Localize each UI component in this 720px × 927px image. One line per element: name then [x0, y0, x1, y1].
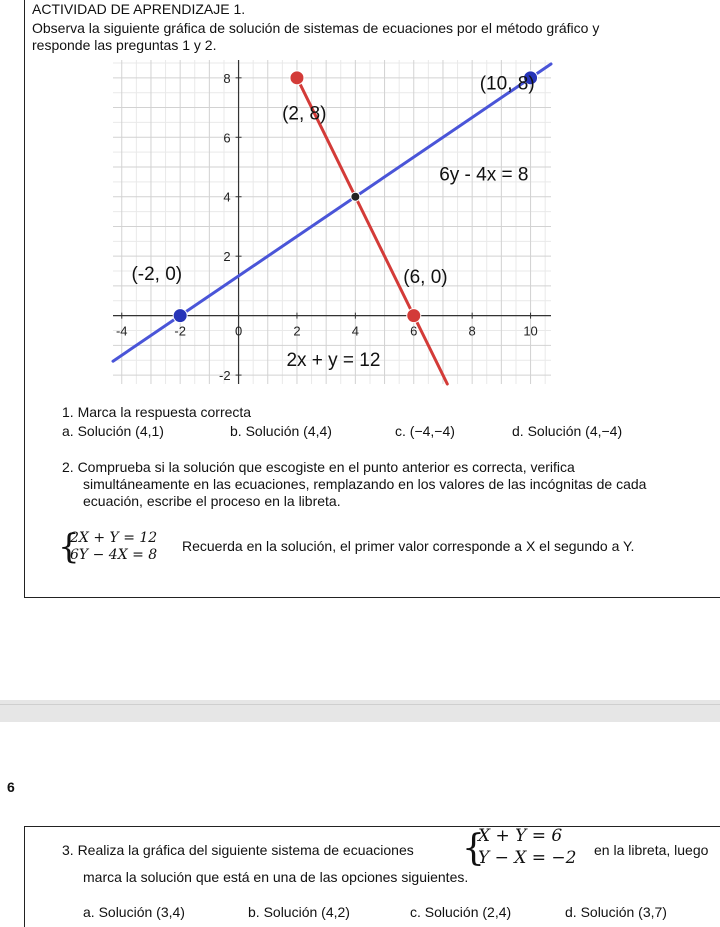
q3-prompt: 3. Realiza la gráfica del siguiente sistema de ecuaciones	[62, 842, 414, 858]
annotation-label: (10, 8)	[479, 73, 535, 95]
annotation-label: (2, 8)	[282, 103, 327, 125]
x-tick-label: -4	[115, 323, 128, 339]
page-gap-line	[0, 704, 720, 705]
y-tick-label: 4	[223, 189, 231, 205]
q2-line-3: ecuación, escribe el proceso en la libreta.	[83, 493, 341, 509]
q3-prompt-end: en la libreta, luego	[594, 842, 709, 858]
x-tick-label: 4	[351, 323, 359, 339]
q1-prompt: 1. Marca la respuesta correcta	[62, 404, 252, 420]
q2-line-2: simultáneamente en las ecuaciones, remplazando en los valores de las incógnitas de cada	[83, 476, 647, 492]
q3-option-c[interactable]: c. Solución (2,4)	[410, 904, 512, 920]
q1-option-a[interactable]: a. Solución (4,1)	[62, 423, 164, 439]
q3-eq-1: X + Y = 6	[478, 826, 563, 846]
data-point	[351, 192, 360, 201]
annotation-label: (-2, 0)	[131, 263, 183, 285]
q1-option-d[interactable]: d. Solución (4,−4)	[512, 423, 623, 439]
x-tick-label: 8	[468, 323, 476, 339]
annotation-label: (6, 0)	[403, 266, 448, 288]
page-number: 6	[7, 779, 15, 795]
intro-line-1: Observa la siguiente gráfica de solución de sistemas de ecuaciones por el método gráfico y	[32, 20, 600, 36]
q3-line-2: marca la solución que está en una de las opciones siguientes.	[83, 869, 469, 885]
x-tick-label: 2	[293, 323, 301, 339]
y-tick-label: 8	[223, 70, 231, 86]
x-tick-label: 10	[523, 323, 538, 339]
q1-option-b[interactable]: b. Solución (4,4)	[230, 423, 332, 439]
q3-option-a[interactable]: a. Solución (3,4)	[83, 904, 185, 920]
q2-brace: {	[58, 527, 80, 567]
y-tick-label: 6	[223, 130, 231, 146]
q3-eq-2: Y − X = −2	[478, 848, 577, 868]
annotation-label: 6y - 4x = 8	[439, 164, 529, 186]
q2-eq-1: 2X + Y = 12	[70, 530, 158, 546]
q2-eq-2: 6Y − 4X = 8	[70, 547, 158, 563]
q2-line-1: 2. Comprueba si la solución que escogiste en el punto anterior es correcta, verifica	[62, 459, 575, 475]
annotation-label: 2x + y = 12	[286, 350, 381, 372]
solution-graph	[0, 0, 720, 400]
intro-line-2: responde las preguntas 1 y 2.	[32, 37, 217, 53]
y-tick-label: 2	[223, 249, 231, 265]
data-point	[173, 309, 187, 323]
q3-option-d[interactable]: d. Solución (3,7)	[565, 904, 667, 920]
x-tick-label: 6	[410, 323, 418, 339]
q1-option-c[interactable]: c. (−4,−4)	[395, 423, 455, 439]
q3-option-b[interactable]: b. Solución (4,2)	[248, 904, 350, 920]
data-point	[290, 71, 304, 85]
activity-title: ACTIVIDAD DE APRENDIZAJE 1.	[32, 1, 246, 17]
x-tick-label: 0	[234, 323, 243, 339]
x-tick-label: -2	[174, 323, 186, 339]
q2-reminder: Recuerda en la solución, el primer valor corresponde a X el segundo a Y.	[182, 538, 635, 554]
q3-brace: {	[462, 828, 485, 869]
data-point	[407, 309, 421, 323]
y-tick-label: -2	[218, 368, 231, 384]
